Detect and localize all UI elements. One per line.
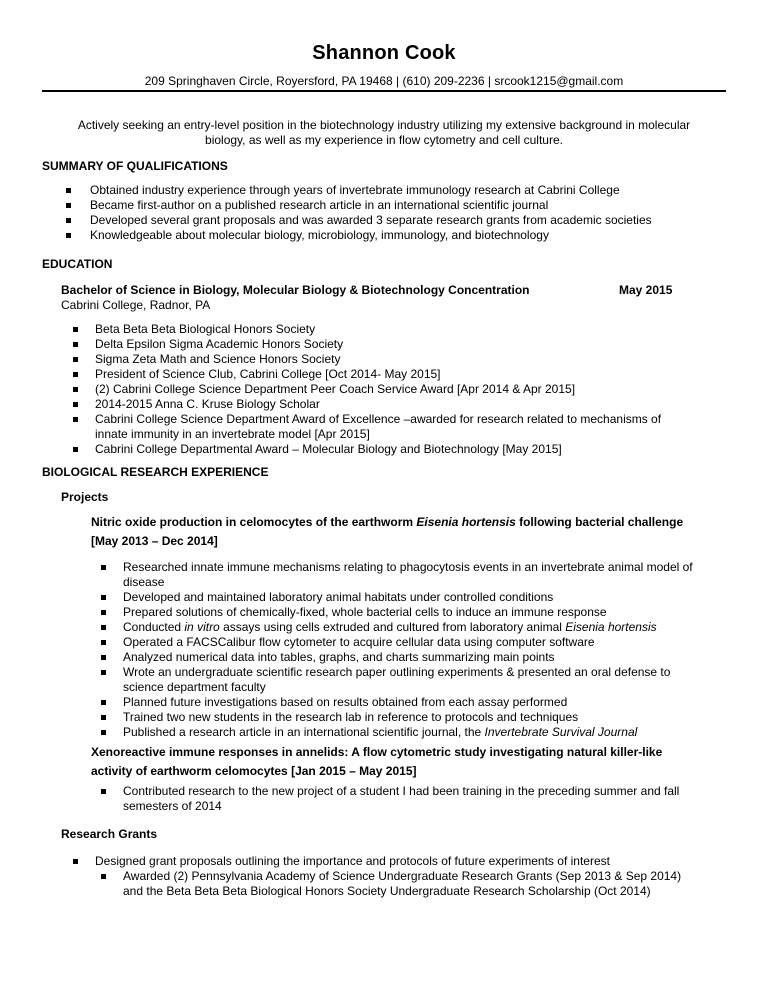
list-item-continued: and the Beta Beta Beta Biological Honors Society Undergraduate Research Scholarship (Oct 2014) bbox=[123, 884, 651, 898]
phone: (610) 209-2236 bbox=[402, 74, 485, 88]
bullet-icon bbox=[101, 610, 106, 615]
list-item: Planned future investigations based on results obtained from each assay performed bbox=[123, 695, 723, 710]
bullet-icon bbox=[101, 655, 106, 660]
list-item: Cabrini College Departmental Award – Molecular Biology and Biotechnology [May 2015] bbox=[95, 442, 715, 457]
candidate-name: Shannon Cook bbox=[312, 42, 456, 64]
degree-title: Bachelor of Science in Biology, Molecular Biology & Biotechnology Concentration bbox=[61, 283, 530, 297]
list-item: Wrote an undergraduate scientific research paper outlining experiments & presented an oral defense to bbox=[123, 665, 723, 680]
project-1-list bbox=[123, 560, 723, 740]
contact-line bbox=[0, 74, 768, 88]
bullet-icon bbox=[101, 874, 106, 879]
separator: | bbox=[396, 74, 403, 88]
bullet-icon bbox=[101, 730, 106, 735]
header-divider bbox=[42, 90, 726, 92]
bullet-icon bbox=[66, 188, 71, 193]
summary-heading: SUMMARY OF QUALIFICATIONS bbox=[42, 159, 228, 173]
bullet-icon bbox=[101, 670, 106, 675]
list-item: Analyzed numerical data into tables, graphs, and charts summarizing main points bbox=[123, 650, 723, 665]
bullet-icon bbox=[73, 447, 78, 452]
list-item: Published a research article in an international scientific journal, the Invertebrate Survival Journal bbox=[123, 725, 723, 740]
bullet-icon bbox=[101, 715, 106, 720]
bullet-icon bbox=[73, 342, 78, 347]
email-link[interactable]: srcook1215@gmail.com bbox=[494, 74, 624, 88]
list-item: Prepared solutions of chemically-fixed, whole bacterial cells to induce an immune response bbox=[123, 605, 723, 620]
bullet-icon bbox=[101, 789, 106, 794]
objective-line: Actively seeking an entry-level position in the biotechnology industry utilizing my extensive background in molecular bbox=[77, 118, 691, 132]
grants-heading: Research Grants bbox=[61, 827, 158, 841]
grants-list bbox=[95, 854, 735, 869]
grants-sublist bbox=[123, 869, 733, 899]
list-item: Delta Epsilon Sigma Academic Honors Society bbox=[95, 337, 715, 352]
list-item-continued: disease bbox=[123, 575, 165, 589]
bullet-icon bbox=[73, 859, 78, 864]
school-name: Cabrini College, Radnor, PA bbox=[61, 298, 211, 312]
list-item: 2014-2015 Anna C. Kruse Biology Scholar bbox=[95, 397, 715, 412]
list-item: Designed grant proposals outlining the importance and protocols of future experiments of interest bbox=[95, 854, 735, 869]
research-heading: BIOLOGICAL RESEARCH EXPERIENCE bbox=[42, 465, 269, 479]
degree-date: May 2015 bbox=[619, 283, 673, 297]
list-item: (2) Cabrini College Science Department Peer Coach Service Award [Apr 2014 & Apr 2015] bbox=[95, 382, 715, 397]
list-item-continued: science department faculty bbox=[123, 680, 266, 694]
project-2-list bbox=[123, 784, 723, 814]
list-item: Developed several grant proposals and was awarded 3 separate research grants from academic societies bbox=[90, 213, 730, 228]
list-item: Researched innate immune mechanisms relating to phagocytosis events in an invertebrate animal model of bbox=[123, 560, 723, 575]
bullet-icon bbox=[66, 233, 71, 238]
list-item: Trained two new students in the research lab in reference to protocols and techniques bbox=[123, 710, 723, 725]
bullet-icon bbox=[66, 203, 71, 208]
list-item: Cabrini College Science Department Award of Excellence –awarded for research related to mechanisms of bbox=[95, 412, 715, 427]
list-item: Obtained industry experience through years of invertebrate immunology research at Cabrini College bbox=[90, 183, 730, 198]
bullet-icon bbox=[73, 327, 78, 332]
bullet-icon bbox=[73, 372, 78, 377]
list-item: Developed and maintained laboratory animal habitats under controlled conditions bbox=[123, 590, 723, 605]
bullet-icon bbox=[73, 402, 78, 407]
education-honors-list bbox=[95, 322, 715, 457]
list-item-continued: semesters of 2014 bbox=[123, 799, 222, 813]
list-item: Beta Beta Beta Biological Honors Society bbox=[95, 322, 715, 337]
list-item: Became first-author on a published research article in an international scientific journal bbox=[90, 198, 730, 213]
projects-heading: Projects bbox=[61, 490, 109, 504]
list-item: Contributed research to the new project of a student I had been training in the preceding summer and fall bbox=[123, 784, 723, 799]
list-item: Knowledgeable about molecular biology, microbiology, immunology, and biotechnology bbox=[90, 228, 730, 243]
list-item-continued: innate immunity in an invertebrate model [Apr 2015] bbox=[95, 427, 370, 441]
summary-list bbox=[90, 183, 730, 243]
list-item: Sigma Zeta Math and Science Honors Society bbox=[95, 352, 715, 367]
project-2-title bbox=[91, 743, 731, 781]
bullet-icon bbox=[101, 625, 106, 630]
project-title-line: Xenoreactive immune responses in annelids: A flow cytometric study investigating natural killer-like bbox=[91, 745, 663, 759]
bullet-icon bbox=[101, 595, 106, 600]
project-title-line: Nitric oxide production in celomocytes of the earthworm Eisenia hortensis following bacterial challenge bbox=[91, 515, 684, 529]
list-item: Operated a FACSCalibur flow cytometer to acquire cellular data using computer software bbox=[123, 635, 723, 650]
bullet-icon bbox=[73, 417, 78, 422]
list-item: Awarded (2) Pennsylvania Academy of Science Undergraduate Research Grants (Sep 2013 & Sep 2014) bbox=[123, 869, 733, 884]
objective-statement bbox=[54, 118, 714, 148]
project-1-title bbox=[91, 513, 731, 551]
bullet-icon bbox=[101, 700, 106, 705]
list-item: Conducted in vitro assays using cells extruded and cultured from laboratory animal Eisenia hortensis bbox=[123, 620, 723, 635]
bullet-icon bbox=[101, 565, 106, 570]
bullet-icon bbox=[101, 640, 106, 645]
objective-line: biology, as well as my experience in flow cytometry and cell culture. bbox=[205, 133, 563, 147]
project-title-line: activity of earthworm celomocytes [Jan 2015 – May 2015] bbox=[91, 764, 417, 778]
bullet-icon bbox=[73, 357, 78, 362]
education-heading: EDUCATION bbox=[42, 257, 113, 271]
separator: | bbox=[487, 74, 495, 88]
bullet-icon bbox=[66, 218, 71, 223]
project-title-line: [May 2013 – Dec 2014] bbox=[91, 534, 218, 548]
address: 209 Springhaven Circle, Royersford, PA 19468 bbox=[144, 74, 393, 88]
list-item: President of Science Club, Cabrini College [Oct 2014- May 2015] bbox=[95, 367, 715, 382]
bullet-icon bbox=[73, 387, 78, 392]
